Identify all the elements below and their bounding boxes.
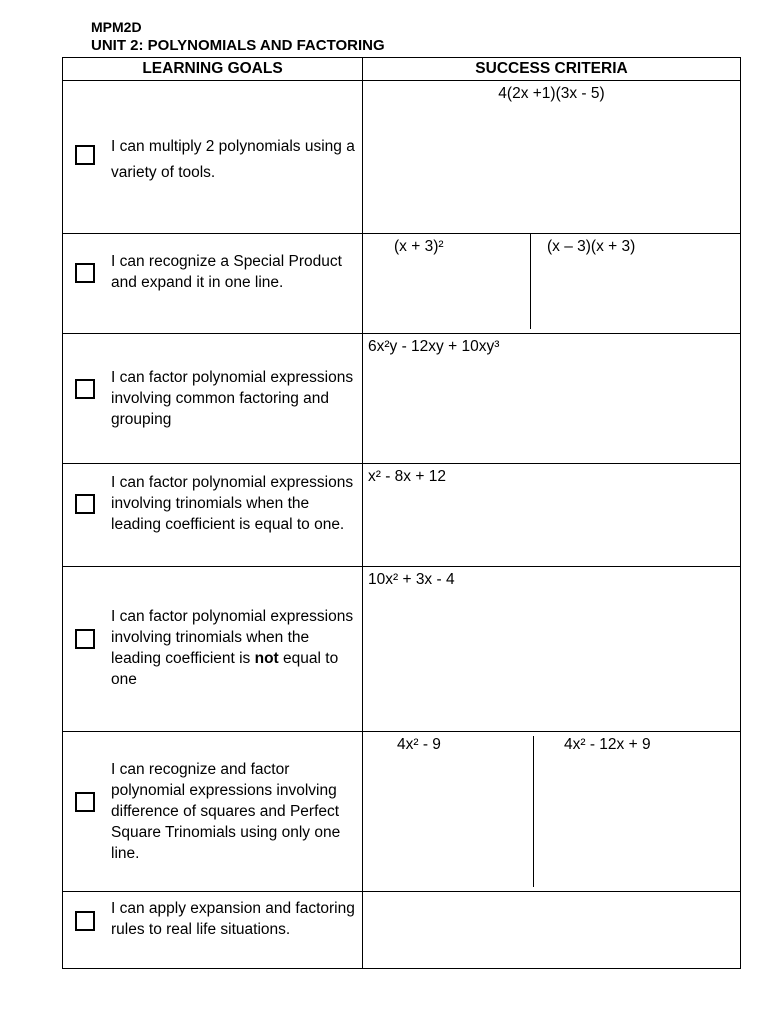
criteria-expression: 4(2x +1)(3x - 5) xyxy=(498,85,605,102)
goal-text: I can factor polynomial expressions involving common factoring and grouping xyxy=(111,369,354,428)
goal-text: I can recognize a Special Product and expand it in one line. xyxy=(111,253,342,291)
column-divider xyxy=(530,234,531,329)
goal-checkbox[interactable] xyxy=(75,379,95,399)
table-row xyxy=(63,464,741,567)
goal-checkbox[interactable] xyxy=(75,494,95,514)
goal-cell xyxy=(63,732,363,892)
goal-checkbox[interactable] xyxy=(75,145,95,165)
course-code: MPM2D xyxy=(91,19,142,35)
criteria-expression: 4x² - 12x + 9 xyxy=(564,736,651,753)
table-row xyxy=(63,234,741,334)
criteria-expression: (x – 3)(x + 3) xyxy=(547,238,636,255)
criteria-expression: 4x² - 9 xyxy=(397,736,441,753)
column-divider xyxy=(533,736,534,887)
goal-text: I can recognize and factor polynomial expressions involving difference of squares and Perfect Square Trinomials using only one line. xyxy=(111,761,341,862)
table-header-row xyxy=(63,58,741,81)
goal-checkbox[interactable] xyxy=(75,629,95,649)
criteria-expression: x² - 8x + 12 xyxy=(368,468,446,485)
table-row xyxy=(63,892,741,969)
criteria-cell xyxy=(363,234,741,334)
criteria-cell xyxy=(363,464,741,567)
goal-text-part: I can factor polynomial expressions involving trinomials when the leading coefficient is xyxy=(111,608,354,667)
criteria-expression: 10x² + 3x - 4 xyxy=(368,571,455,588)
table-row xyxy=(63,81,741,234)
goal-cell xyxy=(63,234,363,334)
goal-text: I can apply expansion and factoring rules to real life situations. xyxy=(111,900,355,938)
unit-title: UNIT 2: POLYNOMIALS AND FACTORING xyxy=(91,37,385,54)
goal-checkbox[interactable] xyxy=(75,263,95,283)
goal-cell xyxy=(63,81,363,234)
goal-cell xyxy=(63,567,363,732)
goal-text-part: equal to one xyxy=(111,650,339,688)
table-row xyxy=(63,334,741,464)
goal-text-emphasis: not xyxy=(254,650,279,667)
criteria-cell xyxy=(363,732,741,892)
goal-text xyxy=(111,606,361,690)
criteria-cell xyxy=(363,567,741,732)
goal-text: I can factor polynomial expressions involving trinomials when the leading coefficient is equal to one. xyxy=(111,474,354,533)
criteria-expression: 6x²y - 12xy + 10xy³ xyxy=(368,338,500,355)
success-criteria-header: SUCCESS CRITERIA xyxy=(363,58,741,81)
criteria-expression: (x + 3)² xyxy=(394,238,444,255)
table-row xyxy=(63,732,741,892)
table-row xyxy=(63,567,741,732)
goal-cell xyxy=(63,334,363,464)
goal-cell xyxy=(63,892,363,969)
goal-checkbox[interactable] xyxy=(75,792,95,812)
learning-goals-header: LEARNING GOALS xyxy=(63,58,363,81)
goal-cell xyxy=(63,464,363,567)
criteria-cell xyxy=(363,892,741,969)
criteria-cell xyxy=(363,334,741,464)
goal-checkbox[interactable] xyxy=(75,911,95,931)
goal-text: I can multiply 2 polynomials using a variety of tools. xyxy=(111,138,355,181)
criteria-cell xyxy=(363,81,741,234)
learning-goals-table xyxy=(62,57,741,969)
